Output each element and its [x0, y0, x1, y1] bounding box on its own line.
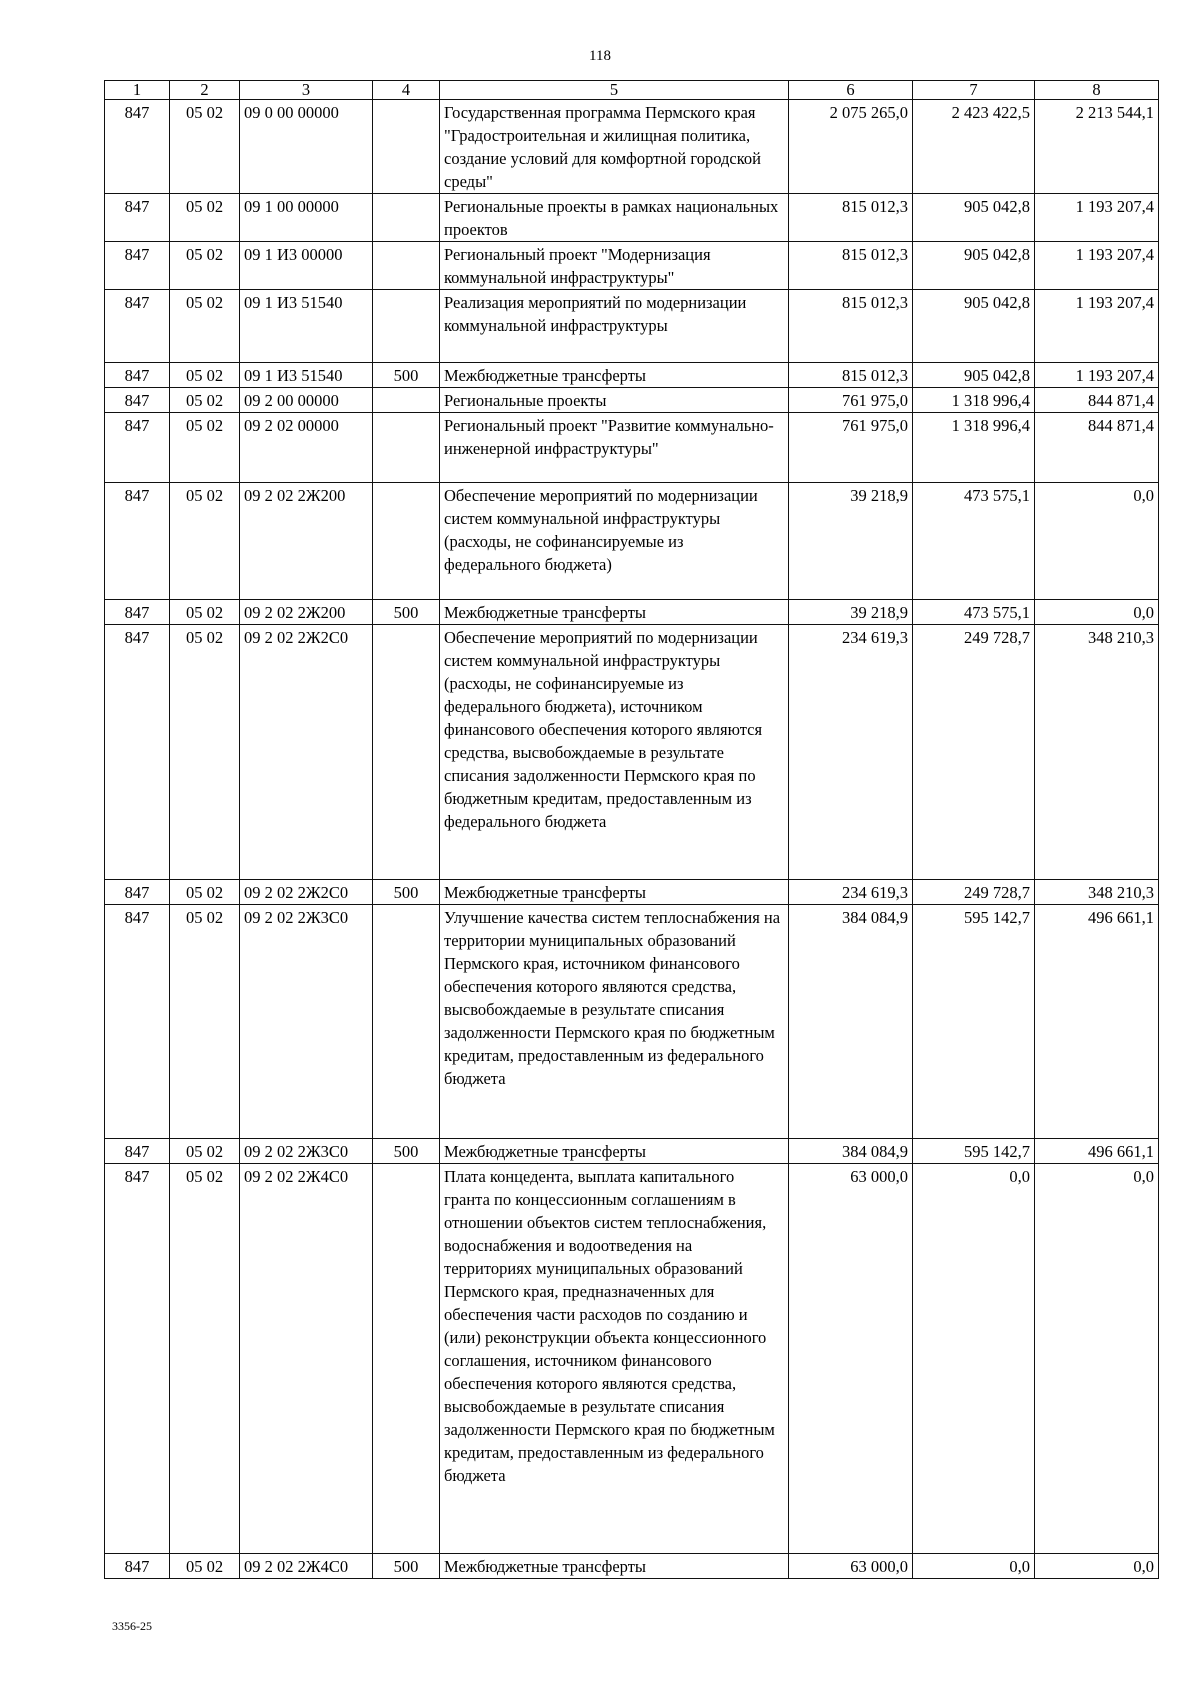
amount-cell: 249 728,7 — [913, 625, 1035, 880]
amount-cell: 595 142,7 — [913, 1139, 1035, 1164]
amount-cell: 761 975,0 — [789, 388, 913, 413]
section-code-cell: 05 02 — [170, 290, 240, 363]
amount-cell: 0,0 — [913, 1164, 1035, 1554]
expense-type-cell — [373, 290, 440, 363]
amount-cell: 844 871,4 — [1035, 413, 1159, 483]
description-cell: Межбюджетные трансферты — [440, 600, 789, 625]
section-code-cell: 05 02 — [170, 363, 240, 388]
description-cell: Региональные проекты — [440, 388, 789, 413]
column-header: 8 — [1035, 81, 1159, 100]
expense-type-cell: 500 — [373, 600, 440, 625]
description-cell: Межбюджетные трансферты — [440, 1139, 789, 1164]
amount-cell: 0,0 — [1035, 483, 1159, 600]
admin-code-cell: 847 — [105, 1139, 170, 1164]
amount-cell: 496 661,1 — [1035, 1139, 1159, 1164]
amount-cell: 348 210,3 — [1035, 625, 1159, 880]
section-code-cell: 05 02 — [170, 625, 240, 880]
amount-cell: 844 871,4 — [1035, 388, 1159, 413]
expense-type-cell — [373, 388, 440, 413]
amount-cell: 1 318 996,4 — [913, 413, 1035, 483]
target-article-cell: 09 2 00 00000 — [240, 388, 373, 413]
amount-cell: 1 193 207,4 — [1035, 290, 1159, 363]
admin-code-cell: 847 — [105, 363, 170, 388]
expense-type-cell: 500 — [373, 1139, 440, 1164]
admin-code-cell: 847 — [105, 242, 170, 290]
description-cell: Обеспечение мероприятий по модернизации систем коммунальной инфраструктуры (расходы, не софинансируемые из федерального бюджета) — [440, 483, 789, 600]
budget-table — [104, 80, 1159, 1579]
table-row — [105, 625, 1159, 880]
table-row — [105, 483, 1159, 600]
description-cell: Реализация мероприятий по модернизации коммунальной инфраструктуры — [440, 290, 789, 363]
amount-cell: 0,0 — [1035, 1554, 1159, 1579]
description-cell: Обеспечение мероприятий по модернизации систем коммунальной инфраструктуры (расходы, не софинансируемые из федерального бюджета), источником финансового обеспечения которого являются средства, высвобождаемые в результате списания задолженности Пермского края по бюджетным кредитам, предоставленным из федерального бюджета — [440, 625, 789, 880]
page-number: 118 — [589, 48, 611, 64]
section-code-cell: 05 02 — [170, 600, 240, 625]
amount-cell: 234 619,3 — [789, 880, 913, 905]
expense-type-cell — [373, 100, 440, 194]
description-cell: Межбюджетные трансферты — [440, 880, 789, 905]
admin-code-cell: 847 — [105, 413, 170, 483]
target-article-cell: 09 2 02 2Ж2С0 — [240, 880, 373, 905]
section-code-cell: 05 02 — [170, 905, 240, 1139]
section-code-cell: 05 02 — [170, 242, 240, 290]
table-row — [105, 290, 1159, 363]
section-code-cell: 05 02 — [170, 483, 240, 600]
table-row — [105, 194, 1159, 242]
target-article-cell: 09 2 02 2Ж3С0 — [240, 1139, 373, 1164]
description-cell: Плата концедента, выплата капитального гранта по концессионным соглашениям в отношении объектов систем теплоснабжения, водоснабжения и водоотведения на территориях муниципальных образований Пермского края, предназначенных для обеспечения части расходов по созданию и (или) реконструкции объекта концессионного соглашения, источником финансового обеспечения которого являются средства, высвобождаемые в результате списания задолженности Пермского края по бюджетным кредитам, предоставленным из федерального бюджета — [440, 1164, 789, 1554]
target-article-cell: 09 2 02 2Ж2С0 — [240, 625, 373, 880]
expense-type-cell — [373, 483, 440, 600]
table-row — [105, 1139, 1159, 1164]
description-cell: Улучшение качества систем теплоснабжения на территории муниципальных образований Пермского края, источником финансового обеспечения которого являются средства, высвобождаемые в результате списания задолженности Пермского края по бюджетным кредитам, предоставленным из федерального бюджета — [440, 905, 789, 1139]
table-row — [105, 1554, 1159, 1579]
amount-cell: 905 042,8 — [913, 363, 1035, 388]
amount-cell: 0,0 — [913, 1554, 1035, 1579]
amount-cell: 815 012,3 — [789, 290, 913, 363]
target-article-cell: 09 1 И3 51540 — [240, 363, 373, 388]
amount-cell: 496 661,1 — [1035, 905, 1159, 1139]
expense-type-cell — [373, 625, 440, 880]
table-row — [105, 1164, 1159, 1554]
amount-cell: 0,0 — [1035, 600, 1159, 625]
admin-code-cell: 847 — [105, 625, 170, 880]
admin-code-cell: 847 — [105, 880, 170, 905]
table-row — [105, 600, 1159, 625]
section-code-cell: 05 02 — [170, 880, 240, 905]
amount-cell: 761 975,0 — [789, 413, 913, 483]
column-header: 4 — [373, 81, 440, 100]
description-cell: Региональные проекты в рамках национальных проектов — [440, 194, 789, 242]
amount-cell: 39 218,9 — [789, 483, 913, 600]
amount-cell: 2 423 422,5 — [913, 100, 1035, 194]
amount-cell: 815 012,3 — [789, 194, 913, 242]
expense-type-cell: 500 — [373, 1554, 440, 1579]
target-article-cell: 09 1 И3 00000 — [240, 242, 373, 290]
expense-type-cell — [373, 413, 440, 483]
document-code: 3356-25 — [112, 1619, 152, 1633]
amount-cell: 1 193 207,4 — [1035, 363, 1159, 388]
expense-type-cell: 500 — [373, 363, 440, 388]
section-code-cell: 05 02 — [170, 388, 240, 413]
column-header: 3 — [240, 81, 373, 100]
table-row — [105, 388, 1159, 413]
amount-cell: 815 012,3 — [789, 242, 913, 290]
column-header: 7 — [913, 81, 1035, 100]
amount-cell: 2 075 265,0 — [789, 100, 913, 194]
amount-cell: 905 042,8 — [913, 242, 1035, 290]
table-row — [105, 363, 1159, 388]
column-header: 2 — [170, 81, 240, 100]
amount-cell: 1 193 207,4 — [1035, 242, 1159, 290]
admin-code-cell: 847 — [105, 290, 170, 363]
admin-code-cell: 847 — [105, 905, 170, 1139]
target-article-cell: 09 2 02 2Ж4С0 — [240, 1164, 373, 1554]
target-article-cell: 09 2 02 2Ж4С0 — [240, 1554, 373, 1579]
section-code-cell: 05 02 — [170, 1139, 240, 1164]
expense-type-cell: 500 — [373, 880, 440, 905]
target-article-cell: 09 2 02 2Ж200 — [240, 483, 373, 600]
section-code-cell: 05 02 — [170, 1164, 240, 1554]
expense-type-cell — [373, 905, 440, 1139]
section-code-cell: 05 02 — [170, 194, 240, 242]
column-header: 1 — [105, 81, 170, 100]
amount-cell: 63 000,0 — [789, 1554, 913, 1579]
amount-cell: 384 084,9 — [789, 905, 913, 1139]
description-cell: Региональный проект "Модернизация коммунальной инфраструктуры" — [440, 242, 789, 290]
target-article-cell: 09 1 И3 51540 — [240, 290, 373, 363]
section-code-cell: 05 02 — [170, 413, 240, 483]
amount-cell: 905 042,8 — [913, 194, 1035, 242]
amount-cell: 39 218,9 — [789, 600, 913, 625]
admin-code-cell: 847 — [105, 388, 170, 413]
target-article-cell: 09 2 02 00000 — [240, 413, 373, 483]
target-article-cell: 09 2 02 2Ж200 — [240, 600, 373, 625]
table-row — [105, 100, 1159, 194]
expense-type-cell — [373, 242, 440, 290]
column-header: 5 — [440, 81, 789, 100]
admin-code-cell: 847 — [105, 483, 170, 600]
target-article-cell: 09 2 02 2Ж3С0 — [240, 905, 373, 1139]
amount-cell: 473 575,1 — [913, 483, 1035, 600]
amount-cell: 815 012,3 — [789, 363, 913, 388]
description-cell: Государственная программа Пермского края "Градостроительная и жилищная политика, создание условий для комфортной городской среды" — [440, 100, 789, 194]
amount-cell: 249 728,7 — [913, 880, 1035, 905]
description-cell: Межбюджетные трансферты — [440, 363, 789, 388]
table-header-row — [105, 81, 1159, 100]
admin-code-cell: 847 — [105, 1554, 170, 1579]
admin-code-cell: 847 — [105, 194, 170, 242]
expense-type-cell — [373, 194, 440, 242]
expense-type-cell — [373, 1164, 440, 1554]
amount-cell: 0,0 — [1035, 1164, 1159, 1554]
table-row — [105, 905, 1159, 1139]
amount-cell: 1 193 207,4 — [1035, 194, 1159, 242]
admin-code-cell: 847 — [105, 600, 170, 625]
admin-code-cell: 847 — [105, 1164, 170, 1554]
target-article-cell: 09 1 00 00000 — [240, 194, 373, 242]
section-code-cell: 05 02 — [170, 100, 240, 194]
amount-cell: 234 619,3 — [789, 625, 913, 880]
amount-cell: 2 213 544,1 — [1035, 100, 1159, 194]
amount-cell: 905 042,8 — [913, 290, 1035, 363]
table-row — [105, 880, 1159, 905]
table-row — [105, 413, 1159, 483]
amount-cell: 1 318 996,4 — [913, 388, 1035, 413]
amount-cell: 595 142,7 — [913, 905, 1035, 1139]
description-cell: Региональный проект "Развитие коммунально-инженерной инфраструктуры" — [440, 413, 789, 483]
amount-cell: 473 575,1 — [913, 600, 1035, 625]
amount-cell: 384 084,9 — [789, 1139, 913, 1164]
amount-cell: 348 210,3 — [1035, 880, 1159, 905]
section-code-cell: 05 02 — [170, 1554, 240, 1579]
admin-code-cell: 847 — [105, 100, 170, 194]
amount-cell: 63 000,0 — [789, 1164, 913, 1554]
description-cell: Межбюджетные трансферты — [440, 1554, 789, 1579]
target-article-cell: 09 0 00 00000 — [240, 100, 373, 194]
column-header: 6 — [789, 81, 913, 100]
table-row — [105, 242, 1159, 290]
